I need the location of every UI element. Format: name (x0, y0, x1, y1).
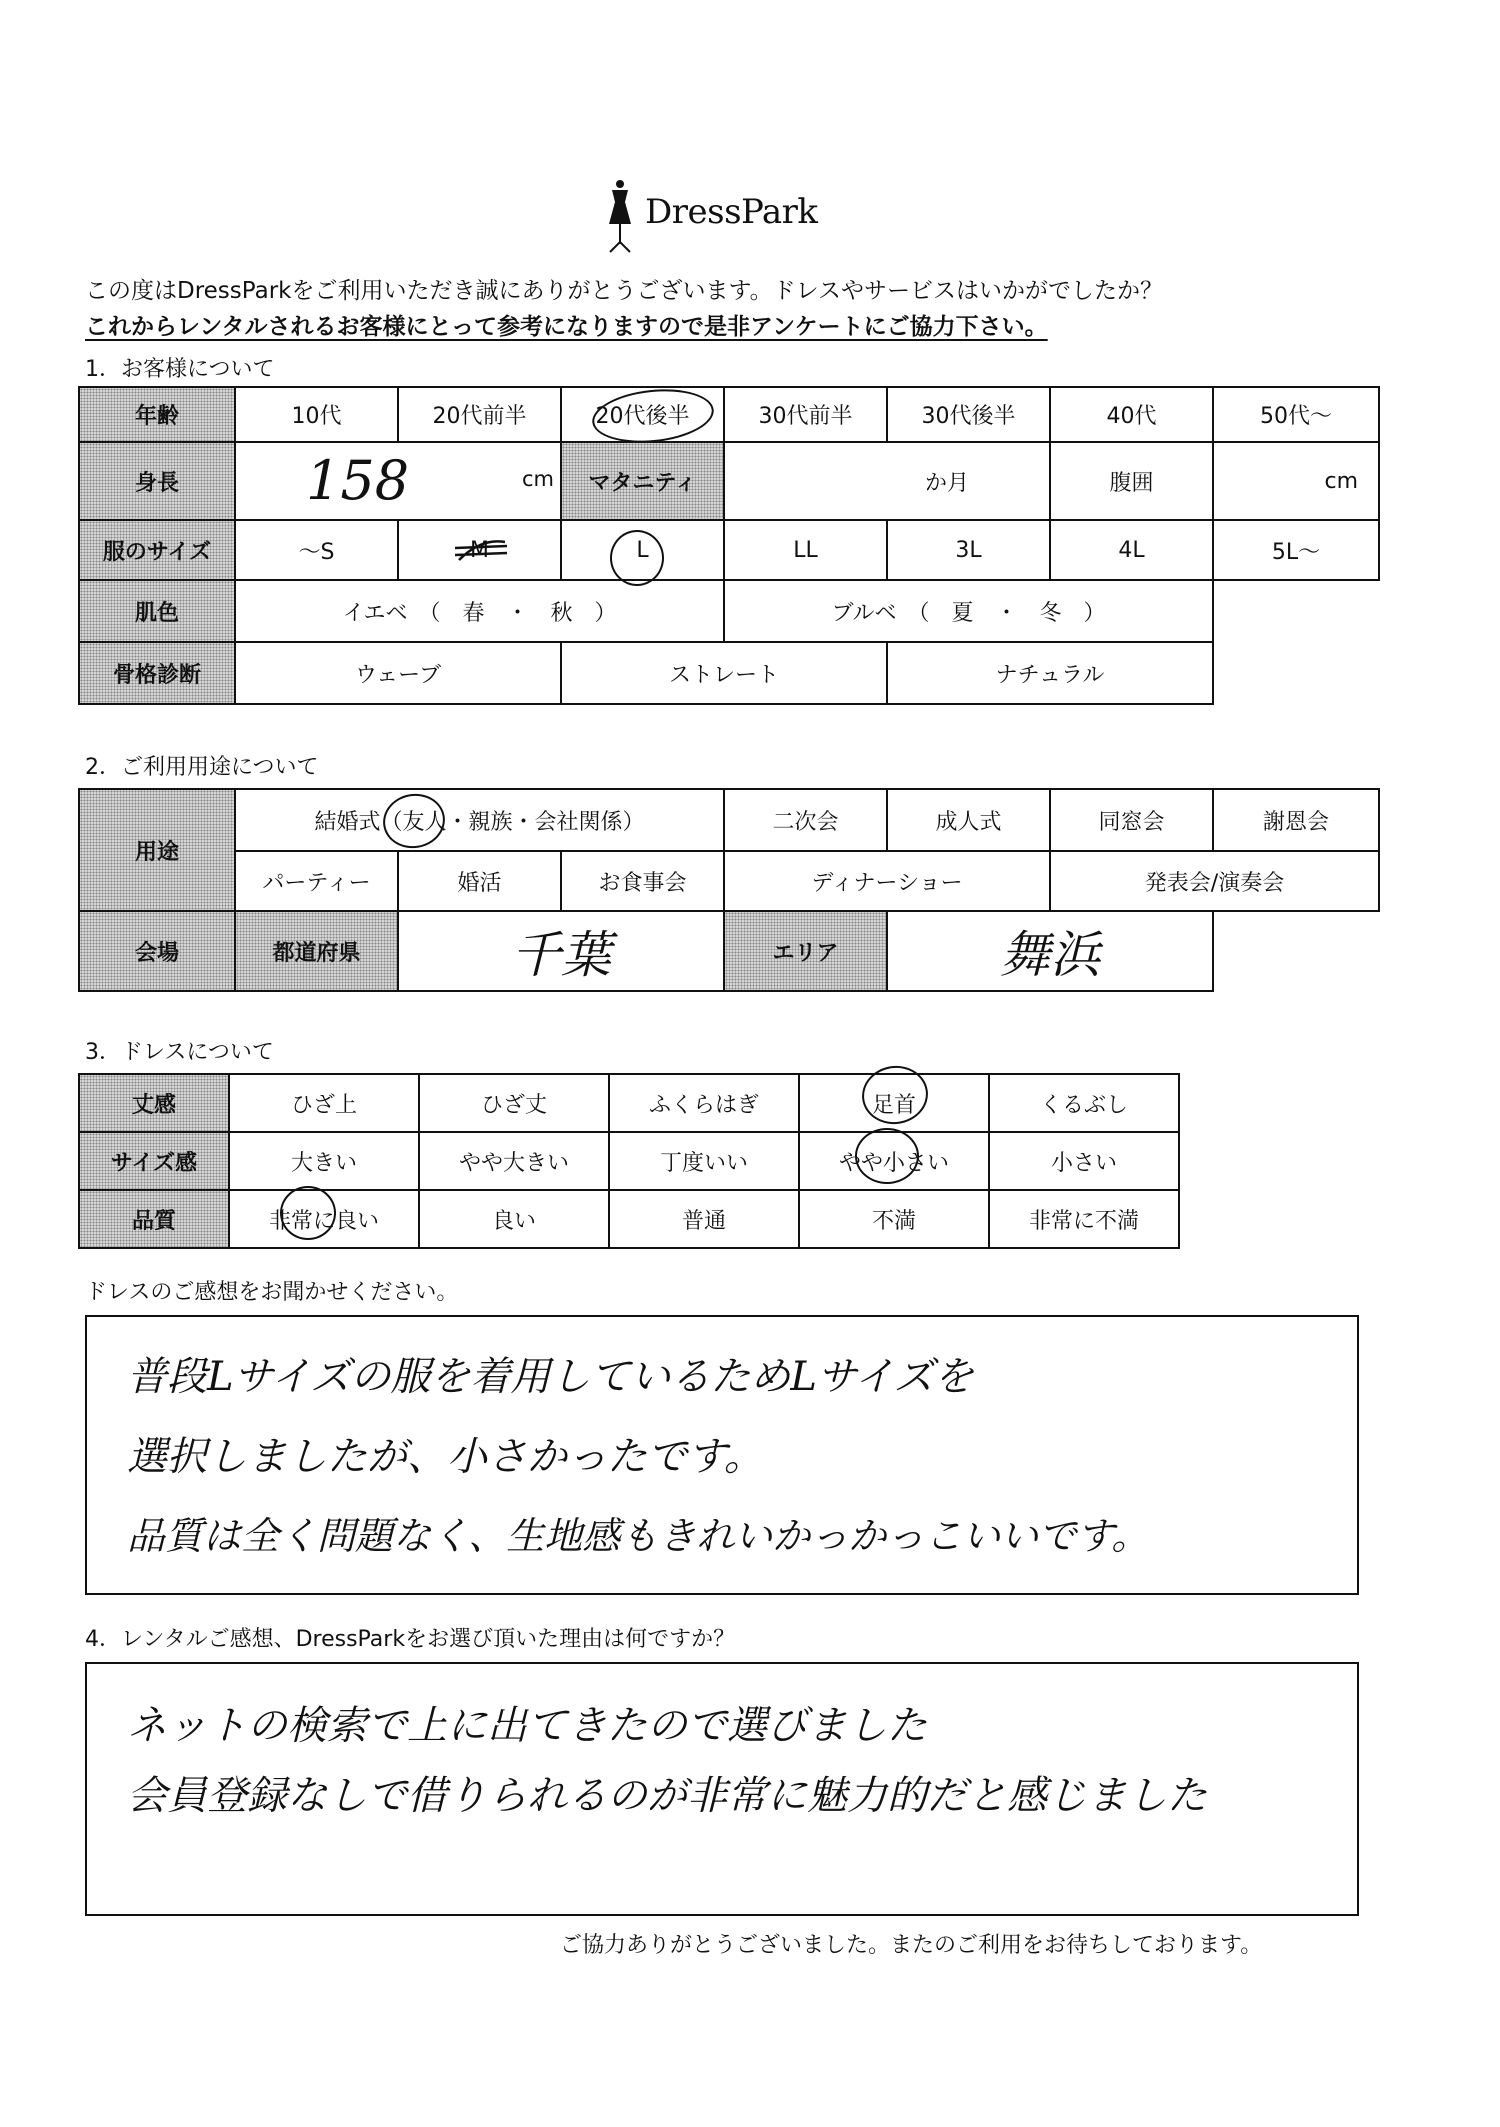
impressions-prompt: ドレスのご感想をお聞かせください。 (85, 1280, 459, 1305)
fit-option-selected[interactable]: やや小さい (799, 1132, 989, 1190)
impression-line: 品質は全く問題なく、生地感もきれいかっかっこいいです。 (127, 1514, 1150, 1558)
frame-option[interactable]: ナチュラル (887, 642, 1213, 704)
purpose-option[interactable]: 成人式 (887, 789, 1050, 851)
impressions-box[interactable] (85, 1315, 1359, 1595)
section4-title: 4．レンタルご感想、DressParkをお選び頂いた理由は何ですか？ (85, 1627, 736, 1652)
reason-box[interactable] (85, 1662, 1359, 1916)
purpose-wedding[interactable]: 結婚式（友人・親族・会社関係） (235, 789, 724, 851)
size-option-crossed[interactable] (398, 520, 561, 580)
frame-option[interactable]: ストレート (561, 642, 887, 704)
purpose-option[interactable]: パーティー (235, 851, 398, 911)
skin-label: 肌色 (79, 580, 235, 642)
age-option[interactable]: 50代～ (1213, 387, 1379, 442)
quality-option[interactable]: 非常に不満 (989, 1190, 1179, 1248)
frame-option[interactable]: ウェーブ (235, 642, 561, 704)
purpose-option[interactable]: 同窓会 (1050, 789, 1213, 851)
fit-option[interactable]: 丁度いい (609, 1132, 799, 1190)
waist-label: 腹囲 (1050, 442, 1213, 520)
impression-line: 選択しましたが、小さかったです。 (127, 1434, 764, 1480)
reason-line: ネットの検索で上に出てきたので選びました (127, 1703, 927, 1749)
age-option-selected[interactable]: 20代後半 (561, 387, 724, 442)
quality-option-selected[interactable]: 非常に良い (229, 1190, 419, 1248)
intro-request: これからレンタルされるお客様にとって参考になりますので是非アンケートにご協力下さい。 (85, 314, 1048, 340)
purpose-option[interactable]: 婚活 (398, 851, 561, 911)
purpose-option[interactable]: 発表会/演奏会 (1050, 851, 1379, 911)
area-value: 舞浜 (1000, 926, 1100, 984)
frame-label: 骨格診断 (79, 642, 235, 704)
strike-mark (451, 536, 511, 566)
maternity-months[interactable]: か月 (724, 442, 1050, 520)
quality-label: 品質 (79, 1190, 229, 1248)
dress-form-icon (600, 178, 640, 258)
age-option[interactable]: 40代 (1050, 387, 1213, 442)
empty-cell (1213, 642, 1379, 704)
quality-option[interactable]: 良い (419, 1190, 609, 1248)
height-field[interactable] (235, 442, 561, 520)
section3-title: 3．ドレスについて (85, 1040, 274, 1065)
age-option[interactable]: 20代前半 (398, 387, 561, 442)
fit-option[interactable]: やや大きい (419, 1132, 609, 1190)
size-option-selected[interactable]: L (561, 520, 724, 580)
purpose-option[interactable]: 二次会 (724, 789, 887, 851)
size-option[interactable]: 5L～ (1213, 520, 1379, 580)
section2-title: 2．ご利用用途について (85, 755, 319, 780)
size-option[interactable]: LL (724, 520, 887, 580)
reason-line: 会員登録なしで借りられるのが非常に魅力的だと感じました (127, 1773, 1207, 1819)
logo-text: DressPark (645, 192, 818, 232)
length-option[interactable]: くるぶし (989, 1074, 1179, 1132)
age-label: 年齢 (79, 387, 235, 442)
skin-blue[interactable]: ブルベ （ 夏 ・ 冬 ） (724, 580, 1213, 642)
empty-cell (1213, 580, 1379, 642)
section1-title: 1．お客様について (85, 357, 275, 382)
venue-label: 会場 (79, 911, 235, 991)
length-label: 丈感 (79, 1074, 229, 1132)
fit-label: サイズ感 (79, 1132, 229, 1190)
closing-message: ご協力ありがとうございました。またのご利用をお待ちしております。 (560, 1933, 1263, 1958)
age-option[interactable]: 30代前半 (724, 387, 887, 442)
purpose-label: 用途 (79, 789, 235, 911)
size-option[interactable]: 3L (887, 520, 1050, 580)
height-unit: cm (521, 467, 554, 491)
intro-text: この度はDressParkをご利用いただき誠にありがとうございます。ドレスやサービスはいかがでしたか？ (85, 278, 1163, 304)
length-option-selected[interactable]: 足首 (799, 1074, 989, 1132)
dresspark-logo (600, 178, 900, 258)
age-option[interactable]: 10代 (235, 387, 398, 442)
height-value: 158 (306, 449, 410, 512)
prefecture-value: 千葉 (511, 926, 611, 984)
area-field[interactable] (887, 911, 1213, 991)
size-label: 服のサイズ (79, 520, 235, 580)
skin-yellow[interactable]: イエベ （ 春 ・ 秋 ） (235, 580, 724, 642)
dress-table (78, 1073, 1180, 1249)
fit-option[interactable]: 小さい (989, 1132, 1179, 1190)
maternity-label: マタニティ (561, 442, 724, 520)
customer-table (78, 386, 1380, 705)
size-option[interactable]: 4L (1050, 520, 1213, 580)
size-option-label: M (470, 537, 489, 563)
empty-cell (1213, 911, 1379, 991)
length-option[interactable]: ひざ丈 (419, 1074, 609, 1132)
age-option[interactable]: 30代後半 (887, 387, 1050, 442)
purpose-option[interactable]: ディナーショー (724, 851, 1050, 911)
fit-option[interactable]: 大きい (229, 1132, 419, 1190)
impression-line: 普段Lサイズの服を着用しているためLサイズを (127, 1354, 974, 1400)
size-option[interactable]: ～S (235, 520, 398, 580)
waist-unit[interactable]: cm (1213, 442, 1379, 520)
prefecture-label: 都道府県 (235, 911, 398, 991)
purpose-option[interactable]: お食事会 (561, 851, 724, 911)
area-label: エリア (724, 911, 887, 991)
quality-option[interactable]: 普通 (609, 1190, 799, 1248)
purpose-table (78, 788, 1380, 992)
purpose-option[interactable]: 謝恩会 (1213, 789, 1379, 851)
prefecture-field[interactable] (398, 911, 724, 991)
quality-option[interactable]: 不満 (799, 1190, 989, 1248)
length-option[interactable]: ひざ上 (229, 1074, 419, 1132)
height-label: 身長 (79, 442, 235, 520)
length-option[interactable]: ふくらはぎ (609, 1074, 799, 1132)
